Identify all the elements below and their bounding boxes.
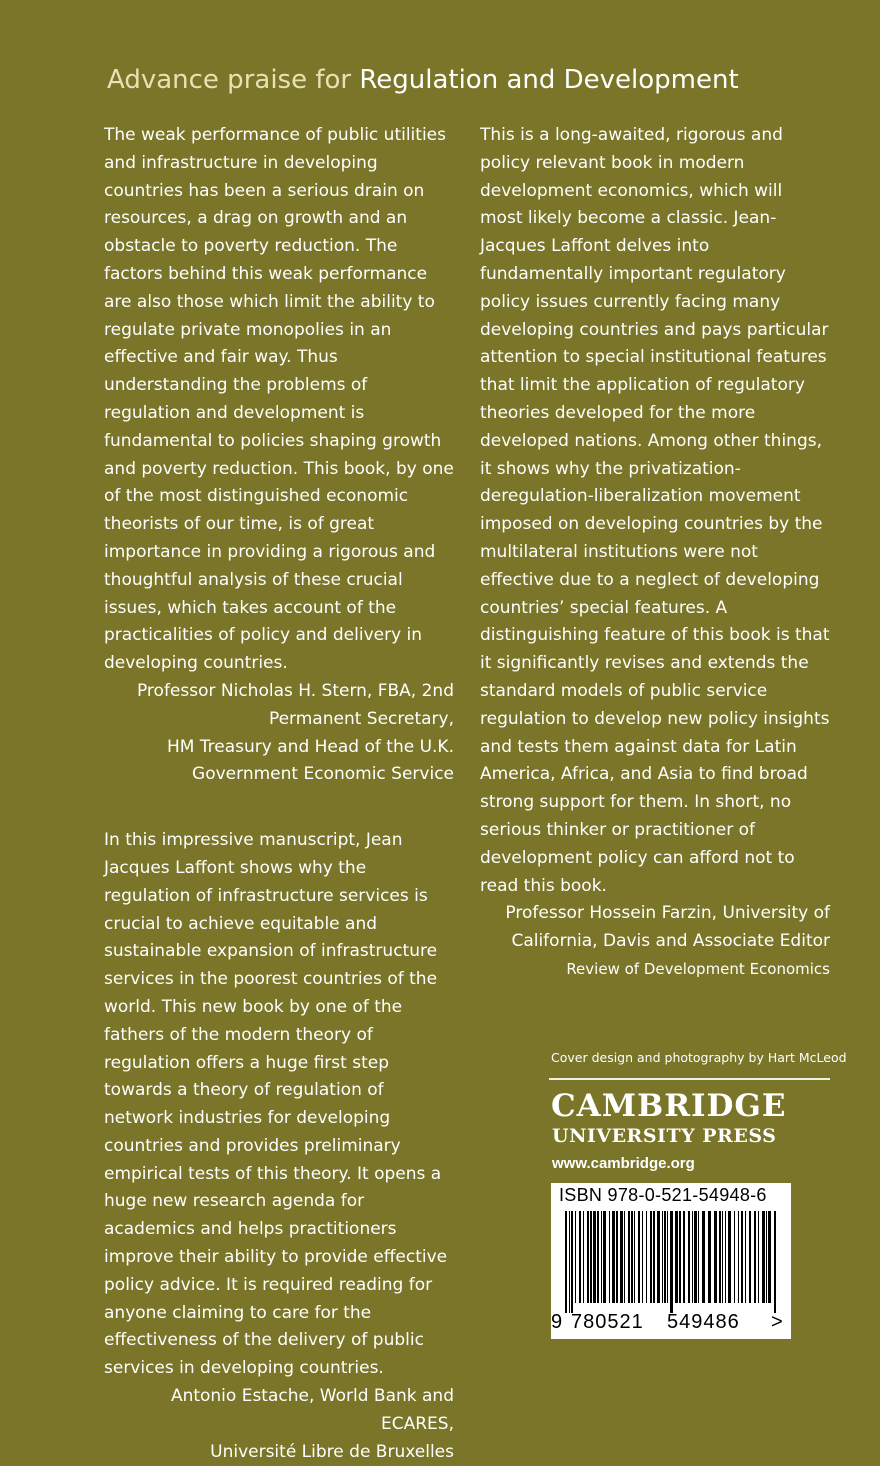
barcode-bar <box>725 1211 726 1303</box>
barcode-bar <box>670 1211 673 1313</box>
barcode-bar <box>745 1211 746 1303</box>
barcode-bar <box>688 1211 690 1303</box>
barcode-bar <box>694 1211 697 1303</box>
barcode-bar <box>638 1211 640 1303</box>
review-2-body: In this impressive manuscript, Jean Jacques Laffont shows why the regulation of infrastructure services is crucial to achieve equitable and sustainable expansion of infrastructure services in the poorest countries of the world. This new book by one of the fathers of the modern theory of regulation offers a huge first step towards a theory of regulation of network industries for developing countries and provides preliminary empirical tests of this theory. It opens a huge new research agenda for academics and helps practitioners improve their ability to provide effective policy advice. It is required reading for anyone claiming to care for the effectiveness of the delivery of public services in developing countries. <box>104 830 448 1379</box>
barcode-bar <box>738 1211 739 1303</box>
right-column <box>480 122 830 984</box>
barcode-bar <box>609 1211 610 1303</box>
barcode-bar <box>657 1211 660 1303</box>
barcode-bar <box>634 1211 635 1303</box>
barcode-bar <box>754 1211 756 1303</box>
review-1-body: The weak performance of public utilities and infrastructure in developing countries has been a serious drain on resources, a drag on growth and an obstacle to poverty reduction. The factors behind this weak performance are also those which limit the ability to regulate private monopolies in an effective and fair way. Thus understanding the problems of regulation and development is fundamental to policies shaping growth and poverty reduction. This book, by one of the most distinguished economic theorists of our time, is of great importance in providing a rigorous and thoughtful analysis of these crucial issues, which takes account of the practicalities of policy and delivery in developing countries. <box>104 125 454 674</box>
ean-group-2: 549486 <box>667 1311 740 1333</box>
barcode-bar <box>646 1211 647 1303</box>
barcode-bar <box>722 1211 723 1303</box>
publisher-website: www.cambridge.org <box>552 1155 695 1172</box>
attribution-line: Antonio Estache, World Bank and ECARES, <box>170 1386 454 1434</box>
barcode-bar <box>653 1211 655 1303</box>
attribution-line: Government Economic Service <box>192 764 454 785</box>
barcode-bar <box>675 1211 678 1303</box>
barcode-bar <box>583 1211 584 1303</box>
barcode-icon <box>565 1211 779 1313</box>
review-2-attribution <box>104 1383 454 1466</box>
left-column <box>104 122 454 1466</box>
barcode-bar <box>571 1211 573 1313</box>
barcode-bar <box>628 1211 630 1303</box>
journal-name: Review of Development Economics <box>566 959 830 978</box>
attribution-line: California, Davis and Associate Editor <box>511 931 830 952</box>
barcode-bar <box>768 1211 771 1303</box>
barcode-bar <box>734 1211 735 1303</box>
publisher-subtitle: UNIVERSITY PRESS <box>552 1125 777 1147</box>
barcode-bar <box>603 1211 606 1303</box>
review-3-body: This is a long-awaited, rigorous and policy relevant book in modern development economics, which will most likely become a classic. Jean-Jacques Laffont delves into fundamentally important regulatory policy issues currently facing many developing countries and pays particular attention to special institutional features that limit the application of regulatory theories developed for the more developed nations. Among other things, it shows why the privatization-deregulation-liberalization movement imposed on developing countries by the multilateral institutions were not effective due to a neglect of developing countries’ special features. A distinguishing feature of this book is that it significantly revises and extends the standard models of public service regulation to develop new policy insights and tests them against data for Latin America, Africa, and Asia to find broad strong support for them. In short, no serious thinker or practitioner of development policy can afford not to read this book. <box>480 125 830 896</box>
praise-heading <box>107 62 739 98</box>
barcode-bar <box>597 1211 599 1303</box>
barcode-box <box>551 1183 791 1339</box>
attribution-line: Université Libre de Bruxelles <box>210 1441 454 1462</box>
attribution-line: Permanent Secretary, <box>268 708 454 729</box>
barcode-bar <box>642 1211 643 1303</box>
attribution-line: HM Treasury and Head of the U.K. <box>166 736 454 757</box>
barcode-bar <box>593 1211 596 1303</box>
barcode-bar <box>575 1211 576 1303</box>
barcode-bar <box>679 1211 681 1303</box>
barcode-bar <box>702 1211 705 1303</box>
isbn-label: ISBN 978-0-521-54948-6 <box>559 1185 767 1205</box>
divider <box>549 1078 830 1080</box>
barcode-bar <box>631 1211 633 1303</box>
barcode-bar <box>728 1211 731 1303</box>
barcode-bar <box>758 1211 759 1303</box>
barcode-bar <box>587 1211 589 1303</box>
barcode-bar <box>749 1211 751 1303</box>
ean-first-digit: 9 <box>551 1311 564 1333</box>
attribution-line: Professor Hossein Farzin, University of <box>505 903 830 924</box>
barcode-bar <box>579 1211 581 1303</box>
barcode-bar <box>616 1211 618 1303</box>
barcode-bar <box>698 1211 699 1303</box>
barcode-bar <box>714 1211 717 1303</box>
barcode-bar <box>590 1211 592 1303</box>
barcode-bar <box>683 1211 685 1303</box>
barcode-bar <box>708 1211 711 1303</box>
barcode-bar <box>565 1211 567 1313</box>
barcode-bar <box>624 1211 625 1303</box>
heading-prefix: Advance praise for <box>107 65 352 95</box>
review-3-attribution <box>480 900 830 983</box>
publisher-logo: CAMBRIDGE <box>551 1088 787 1124</box>
barcode-bar <box>741 1211 743 1303</box>
barcode-bar <box>664 1211 666 1303</box>
attribution-line: Professor Nicholas H. Stern, FBA, 2nd <box>136 680 454 701</box>
barcode-bar <box>774 1211 776 1313</box>
cover-credit: Cover design and photography by Hart McLeod <box>551 1050 847 1065</box>
barcode-bar <box>662 1211 663 1303</box>
barcode-bar <box>719 1211 721 1303</box>
book-title: Regulation and Development <box>359 65 739 95</box>
barcode-bar <box>601 1211 602 1303</box>
ean-end-mark: > <box>771 1311 784 1333</box>
barcode-bar <box>612 1211 615 1303</box>
barcode-bar <box>762 1211 765 1303</box>
barcode-bar <box>620 1211 623 1303</box>
barcode-bar <box>692 1211 693 1303</box>
review-1-attribution <box>104 678 454 789</box>
barcode-bar <box>667 1211 668 1303</box>
barcode-bar <box>650 1211 652 1303</box>
barcode-bar <box>569 1211 570 1313</box>
ean-group-1: 780521 <box>571 1311 644 1333</box>
barcode-bar <box>766 1211 767 1303</box>
